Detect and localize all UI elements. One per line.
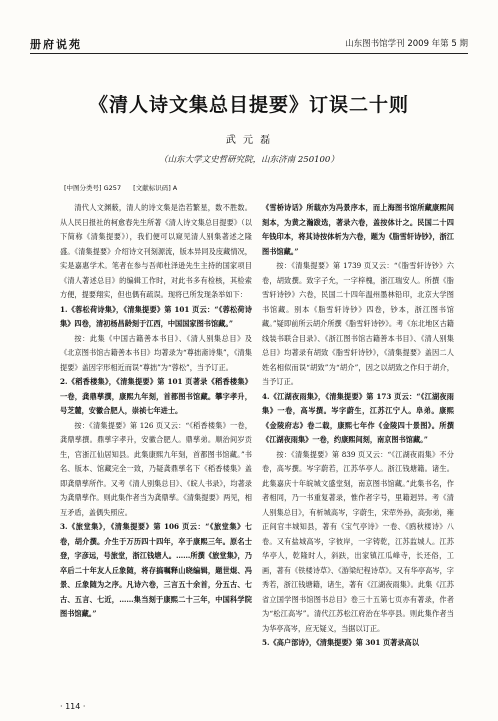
article-title: 《清人诗文集总目提要》订误二十则 — [88, 94, 409, 116]
paragraph: 4.《江湖夜雨集》，《清集提要》第 173 页云：“《江湖夜雨集》一卷，高岑撰。岑字蔚生，江苏江宁人。阜弟。康熙《金陵府志》卷二载，康熙七年作《金陵四十景图》。所撰《江湖夜雨集》一卷，约康熙间刻，南京图书馆藏。” — [262, 391, 454, 444]
paragraph: 按：《清集提要》第 839 页又云：“《江湖夜雨集》不分卷，高岑撰。岑字蔚若，江苏华亭人。浙江钱塘籍。诸生。此集嘉庆十年皖城文盛堂刻，南京图书馆藏。”此集书名，作者相同，乃一书重复著录，惟作者字号，里籍迥异。考《清人别集总目》，有析城高岑，字蔚生，宋荦外孙，高弥弟，雍正间官丰城知县，著有《宝气亭诗》一卷、《鸥秋楼诗》八卷。又有盐城高岑，字彼岸，一字铸乾，江苏监城人。江苏华亭人，乾隆时人，斜趺，出家镇江瓜峰寺，长还俗，工画，著有《铁楼诗草》、《游梁纪程诗草》。又有华亭高岑，字秀若，浙江钱塘籍，诸生，著有《江湖夜雨集》。此集《江苏省立国学图书馆图书总目》卷三十五第七页亦有著录，作者为“松江高岑”。清代江苏松江府治在华亭县。则此集作者当为华亭高岑，应无疑义，当据以订正。 — [262, 449, 454, 633]
clc-number: [中图分类号] G257 — [64, 184, 122, 192]
paragraph: 按：此集《中国古籍善本书目》、《清人别集总目》及《北京图书馆古籍善本书目》均著录为“尊拙斋诗集”，《清集提要》盖因字形相近而误“尊拙”为“蓉松”，当予订正。 — [60, 333, 252, 372]
paragraph: 按：《清集提要》第 126 页又云：“《稻香楼集》一卷，龚鼎孳撰。鼎孳字孝升，安徽合肥人。鼎孳弟。顺治间岁贡生，官浙江仙居知县。此集康熙九年刻，首都图书馆藏。”书名、版本、馆藏完全一致，乃疑龚鼎孳名下《稻香楼集》盖即龚鼎孳所作。又考《清人别集总目》、《皖人书录》，均著录为龚鼎孳作。则此集作者当为龚鼎孳。《清集提要》两见，相互矛盾，盖偶失照应。 — [60, 420, 252, 517]
column-name: 册府说苑 — [30, 38, 82, 51]
author-affiliation: （山东大学文史哲研究院，山东济南 250100） — [159, 155, 339, 165]
paragraph: 2.《稻香楼集》，《清集提要》第 101 页著录《稻香楼集》一卷，龚鼎孳撰，康熙九年刻，首都图书馆藏。攀字孝升，号芝麓，安徽合肥人，崇祯七年进士。 — [60, 377, 252, 415]
paragraph: 1.《蓉松荷诗集》，《清集提要》第 101 页云：“《蓉松荷诗集》四卷，清初杨昌龄刻于江西，中国国家图书馆藏。” — [60, 304, 252, 328]
document-code: [文献标识码] A — [133, 184, 178, 192]
author-name: 武 元 磊 — [225, 135, 273, 146]
paragraph: 5.《高户部诗》，《清集提要》第 301 页著录高以 — [262, 638, 419, 647]
classification-meta — [64, 183, 187, 192]
body-column-left — [60, 201, 252, 622]
header-rule — [30, 53, 468, 54]
running-header — [30, 36, 468, 52]
paragraph: 清代人文渊薮，清人的诗文集是浩若繁星，数不胜数。从人民日报社的柯愈春先生所著《清人诗文集总目提要》（以下简称《清集提要》），我们便可以窥见清人别集著述之隆盛。《清集提要》介绍诗文刊刻源流，版本异同及庋藏情况，实是嘉惠学术。笔者在参与吾师杜泽逊先生主持的国家项目《清人著述总目》的编辑工作时，对此书多有检核，其检索方便，提要翔实，但也偶有疏误。现将已所发现条举如下： — [60, 203, 252, 299]
page-number: · 114 · — [60, 702, 86, 711]
paragraph: 3.《旅堂集》，《清集提要》第 106 页云：“《旅堂集》七卷，胡介撰。介生于万历四十四年，卒于康熙三年。原名士登，字彦远，号旅堂，浙江钱塘人。……所撰《旅堂集》，乃卒后二十年友人丘象随，将存搞嘱释山晓编辑，题世焜、冯景、丘象随为之序。凡诗六卷，三言五十余首，分五古、七古、五言、七近，……集当刻于康熙二十三年，中国科学院图书馆藏。” — [60, 522, 252, 618]
paragraph: 《雪桥诗话》所载亦为冯景序本，而上海图书馆所藏康熙间刻本，为黄之瀚跋选，著录六卷，盖按体计之。民国二十四年钱印本，将其诗按体析为六卷，题为《脂雪轩诗钞》，浙江图书馆藏。” — [262, 203, 454, 256]
body-column-right — [262, 201, 454, 651]
paragraph: 按：《清集提要》第 1739 页又云：“《脂雪轩诗钞》六卷，胡致撰。致字子允，一字梓槐，浙江瑞安人。所撰《脂雪轩诗钞》六卷，民国二十四年温州墨林铅印，北京大学图书馆藏。别本《脂雪轩诗钞》四卷，钞本，浙江图书馆藏。”疑即前所云胡介所撰《脂雪轩诗钞》。考《东北地区古籍线装书联合目录》、《浙江图书馆古籍善本书目》、《清人别集总目》均著录有胡致《脂雪轩诗钞》，《清集提要》盖因二人姓名相似而误“胡致”为“胡介”，因之以胡致之作归于胡介，当予订正。 — [262, 261, 454, 386]
journal-issue: 山东图书馆学刊 2009 年第 5 期 — [345, 39, 468, 49]
